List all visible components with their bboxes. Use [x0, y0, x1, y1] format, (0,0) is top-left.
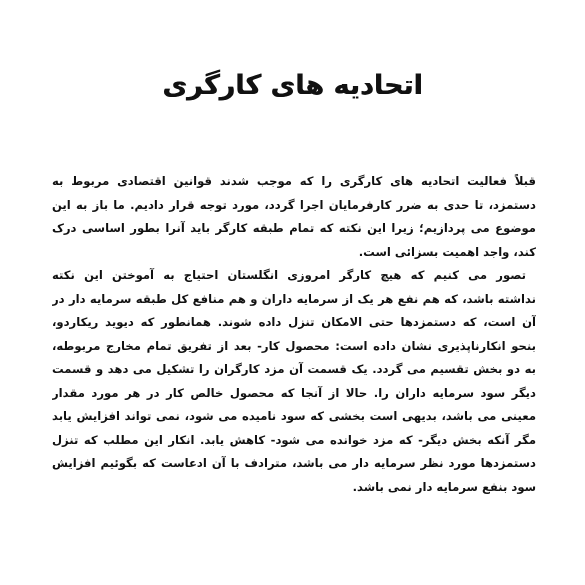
text-line: دستمزدها مورد نظر سرمایه دار می باشد، مترادف با آن ادعاست که بگوئیم افزایش	[52, 456, 536, 470]
text-line: معینی می باشد، بدیهی است بخشی که سود نامیده می شود، نمی تواند افزایش یابد	[52, 409, 536, 423]
text-line: کند، واجد اهمیت بسزائی است.	[358, 244, 536, 259]
text-line: دیگر سود سرمایه داران را. حالا از آنجا که محصول خالص کار در هر مورد مقدار	[52, 385, 536, 400]
text-line: تصور می کنیم که هیچ کارگر امروزی انگلستان احتیاج به آموختن این نکته	[52, 268, 526, 282]
text-line: مگر آنکه بخش دیگر- که مزد خوانده می شود- کاهش یابد. انکار این مطلب که تنزل	[52, 432, 536, 447]
paragraph-2	[52, 264, 536, 499]
document-body	[52, 170, 536, 499]
text-line: موضوع می پردازیم؛ زیرا این نکته که تمام طبقه کارگر باید آنرا بطور اساسی درک	[52, 221, 536, 235]
text-line: دستمزد، تا حدی به ضرر کارفرمایان اجرا گردد، مورد توجه قرار دادیم. ما باز به این	[52, 197, 536, 212]
text-line: بنحو انکارناپذیری نشان داده است: محصول کار- بعد از تفریق تمام مخارج مربوطه،	[52, 338, 536, 353]
document-title: اتحادیه های کارگری	[162, 70, 423, 101]
text-line: سود بنفع سرمایه دار نمی باشد.	[352, 479, 536, 494]
text-line: قبلاً فعالیت اتحادیه های کارگری را که موجب شدند قوانین اقتصادی مربوط به	[52, 174, 536, 188]
text-line: به دو بخش تقسیم می گردد. یک قسمت آن مزد کارگران را تشکیل می دهد و قسمت	[52, 362, 536, 376]
paragraph-1	[52, 170, 536, 264]
text-line: آن است، که دستمزدها حتی الامکان تنزل داده شوند. همانطور که دیوید ریکاردو،	[52, 315, 536, 329]
text-line: نداشته باشد، که هم نفع هر یک از سرمایه داران و هم منافع کل طبقه سرمایه دار در	[52, 291, 536, 306]
